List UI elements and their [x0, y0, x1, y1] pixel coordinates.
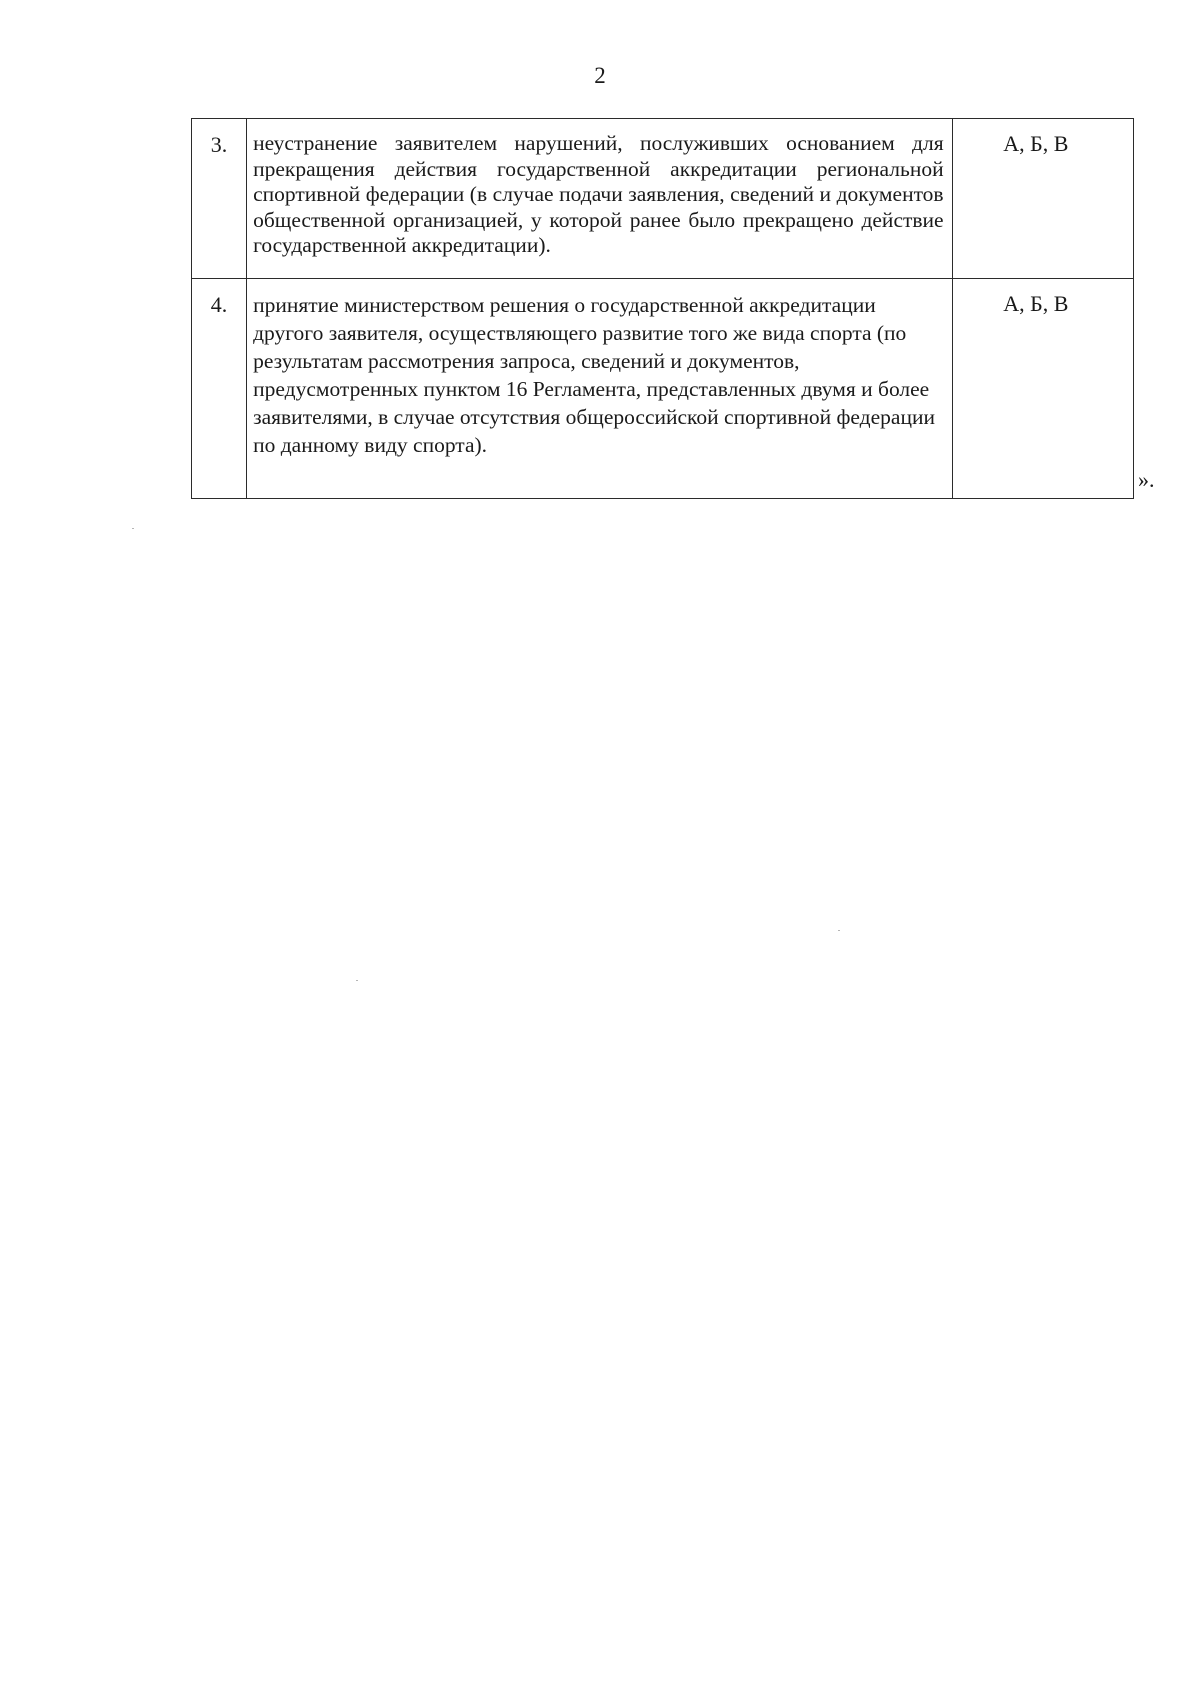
- page-number: 2: [594, 63, 606, 88]
- row-number: 3.: [192, 119, 247, 279]
- row-text: принятие министерством решения о государственной аккредитации другого заявителя, осуществляющего развитие того же вида спорта (по результатам рассмотрения запроса, сведений и документов, предусмотренных пунктом 16 Регламента, представленных двумя и более заявителями, в случае отсутствия общероссийской спортивной федерации по данному виду спорта).: [247, 279, 952, 499]
- scan-speck: [356, 980, 358, 981]
- table-row: [192, 119, 1134, 279]
- row-text: неустранение заявителем нарушений, послуживших основанием для прекращения действия государственной аккредитации региональной спортивной федерации (в случае подачи заявления, сведений и документов общественной организацией, у которой ранее было прекращено действие государственной аккредитации).: [247, 119, 952, 279]
- grounds-table: [191, 118, 1134, 499]
- closing-quote-mark: ».: [1138, 467, 1155, 492]
- row-codes: А, Б, В: [952, 279, 1133, 499]
- scan-speck: [838, 930, 840, 931]
- row-number: 4.: [192, 279, 247, 499]
- scan-speck: [132, 528, 134, 529]
- row-codes: А, Б, В: [952, 119, 1133, 279]
- table-row: [192, 279, 1134, 499]
